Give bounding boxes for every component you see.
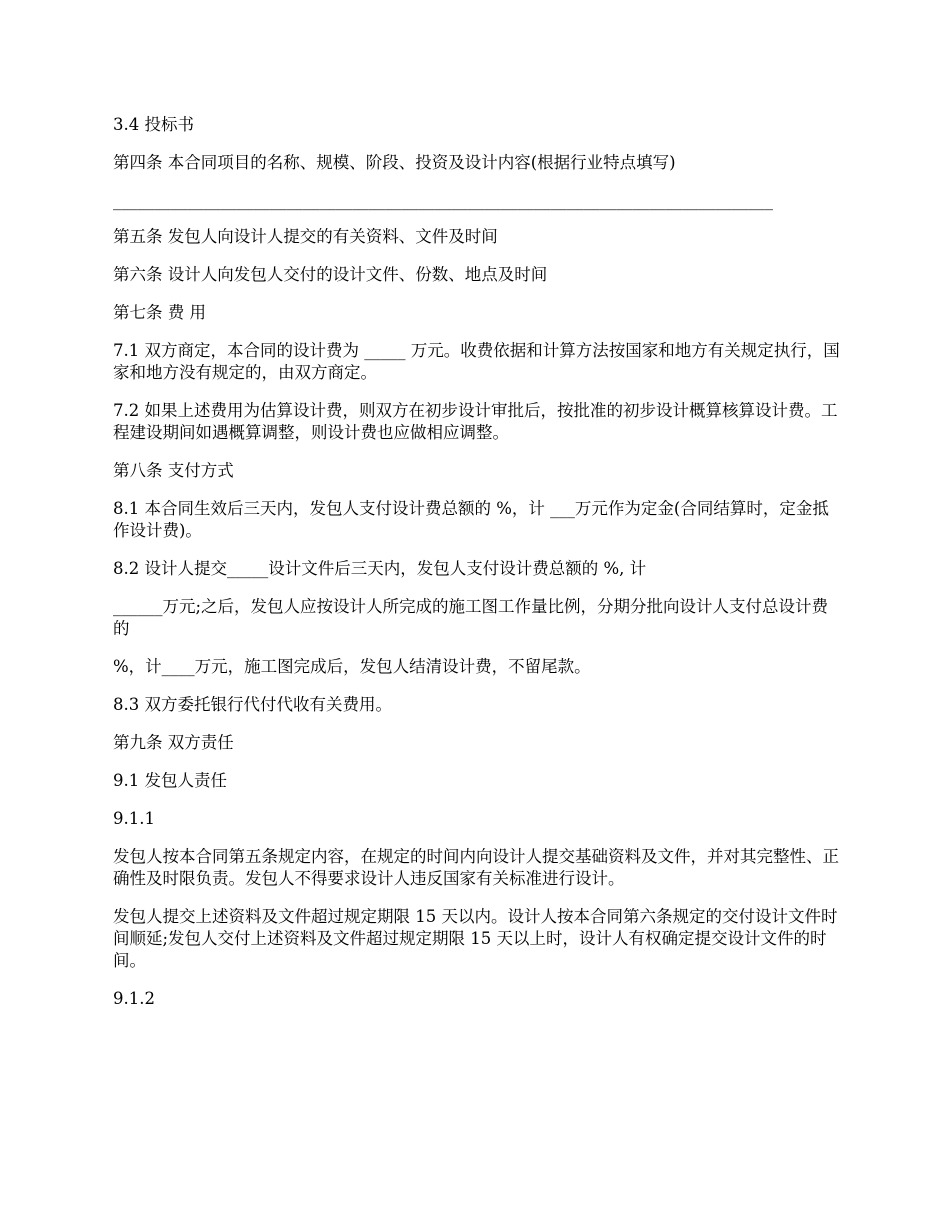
article-5-heading: 第五条 发包人向设计人提交的有关资料、文件及时间	[113, 227, 498, 246]
clause-8-2: 8.2 设计人提交_____设计文件后三天内，发包人支付设计费总额的 %, 计	[113, 559, 647, 578]
clause-9-1-1-deadline: 发包人提交上述资料及文件超过规定期限 15 天以内。设计人按本合同第六条规定的交付设计文件时间顺延;发包人交付上述资料及文件超过规定期限 15 天以上时，设计人有权确定提交设计文件的时间。	[113, 907, 838, 970]
clause-9-1: 9.1 发包人责任	[113, 771, 227, 790]
clause-9-1-2-number: 9.1.2	[113, 989, 155, 1008]
clause-8-2-final: %，计____万元，施工图完成后，发包人结清设计费，不留尾款。	[113, 657, 591, 676]
article-8-heading: 第八条 支付方式	[113, 461, 234, 480]
clause-9-1-1-number: 9.1.1	[113, 809, 155, 828]
clause-7-1: 7.1 双方商定，本合同的设计费为 _____ 万元。收费依据和计算方法按国家和地方有关规定执行，国家和地方没有规定的，由双方商定。	[113, 341, 840, 382]
section-3-4: 3.4 投标书	[113, 115, 194, 134]
fill-in-line: ________________________________________________________________________________	[113, 191, 773, 210]
clause-8-3: 8.3 双方委托银行代付代收有关费用。	[113, 695, 392, 714]
article-6-heading: 第六条 设计人向发包人交付的设计文件、份数、地点及时间	[113, 265, 548, 284]
article-9-heading: 第九条 双方责任	[113, 733, 234, 752]
clause-8-2-continued: ______万元;之后，发包人应按设计人所完成的施工图工作量比例，分期分批向设计人支付总设计费的	[113, 597, 829, 638]
clause-7-2: 7.2 如果上述费用为估算设计费，则双方在初步设计审批后，按批准的初步设计概算核算设计费。工程建设期间如遇概算调整，则设计费也应做相应调整。	[113, 401, 838, 442]
clause-9-1-1-text: 发包人按本合同第五条规定内容，在规定的时间内向设计人提交基础资料及文件，并对其完整性、正确性及时限负责。发包人不得要求设计人违反国家有关标准进行设计。	[113, 847, 839, 888]
article-4-heading: 第四条 本合同项目的名称、规模、阶段、投资及设计内容(根据行业特点填写)	[113, 153, 676, 172]
clause-8-1: 8.1 本合同生效后三天内，发包人支付设计费总额的 %，计 ___万元作为定金(合同结算时，定金抵作设计费)。	[113, 499, 829, 540]
article-7-heading: 第七条 费 用	[113, 303, 206, 322]
